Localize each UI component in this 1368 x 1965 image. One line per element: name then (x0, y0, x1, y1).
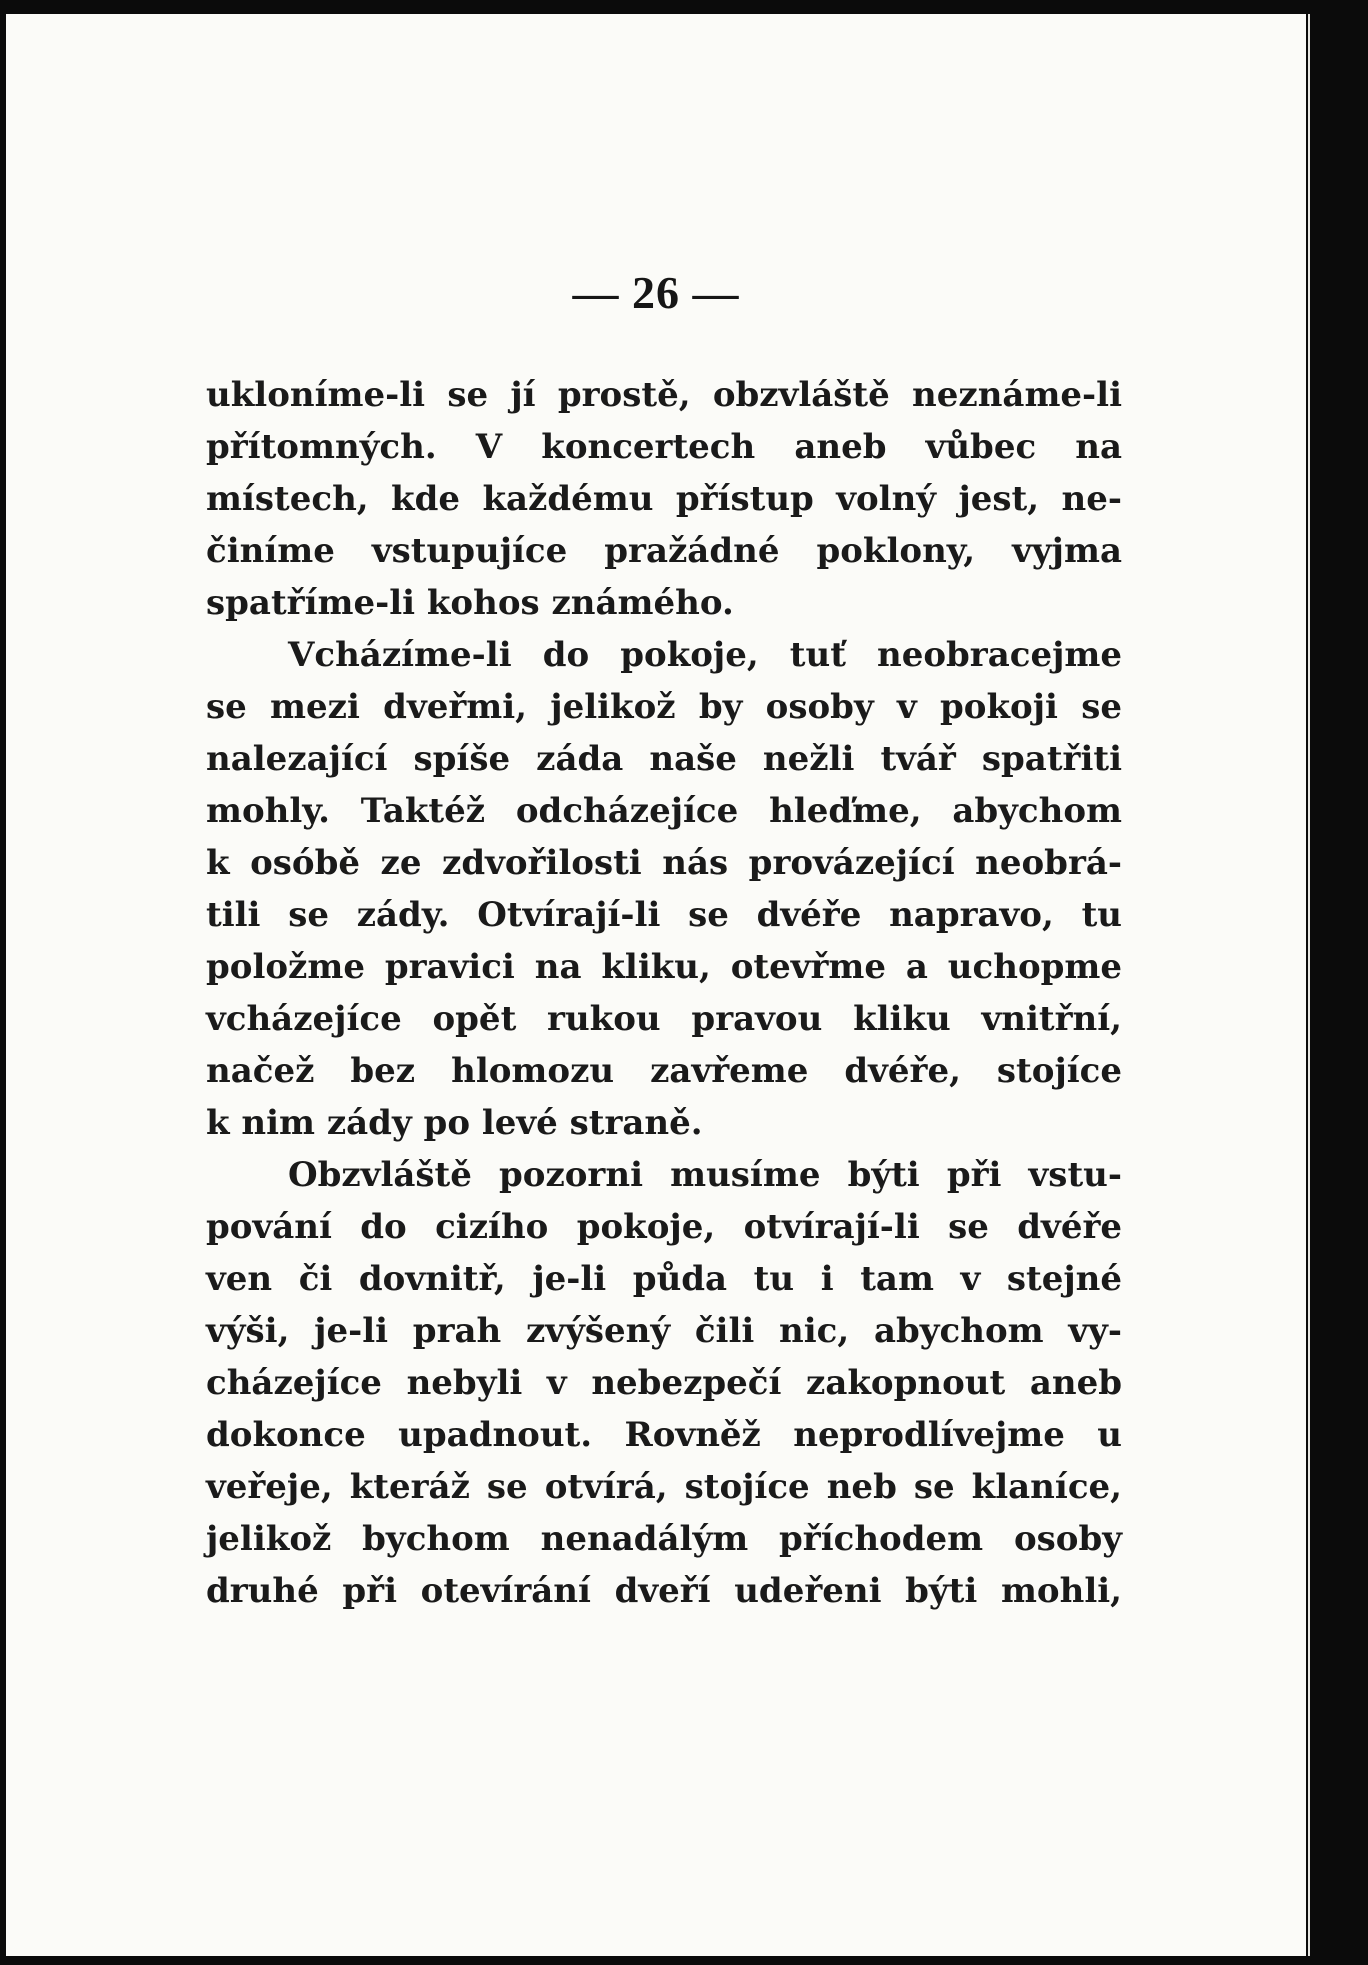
page-edge (1308, 14, 1310, 1956)
text-line: činíme vstupujíce pražádné poklony, vyjma (206, 531, 1122, 571)
text-line: k nim zády po levé straně. (206, 1103, 703, 1143)
text-line: pování do cizího pokoje, otvírají-li se dvéře (206, 1207, 1122, 1247)
text-line: k osóbě ze zdvořilosti nás provázející neobrá- (206, 843, 1122, 883)
text-line: výši, je-li prah zvýšený čili nic, abychom vy- (206, 1311, 1122, 1351)
text-line: se mezi dveřmi, jelikož by osoby v pokoji se (206, 687, 1122, 727)
text-line: načež bez hlomozu zavřeme dvéře, stojíce (206, 1051, 1122, 1091)
text-line: položme pravici na kliku, otevřme a uchopme (206, 947, 1122, 987)
text-line: spatříme-li kohos známého. (206, 583, 734, 623)
text-line: místech, kde každému přístup volný jest, ne- (206, 479, 1122, 519)
text-line: veřeje, kteráž se otvírá, stojíce neb se klaníce, (206, 1467, 1122, 1507)
text-line: přítomných. V koncertech aneb vůbec na (206, 427, 1122, 467)
text-line: cházejíce nebyli v nebezpečí zakopnout aneb (206, 1363, 1122, 1403)
text-line: mohly. Taktéž odcházejíce hleďme, abychom (206, 791, 1122, 831)
text-line: Vcházíme-li do pokoje, tuť neobracejme (288, 635, 1122, 675)
body-text (206, 369, 1122, 1617)
text-line: ukloníme-li se jí prostě, obzvláště neznáme-li (206, 375, 1122, 415)
text-line: jelikož bychom nenadálým příchodem osoby (206, 1519, 1122, 1559)
text-line: dokonce upadnout. Rovněž neprodlívejme u (206, 1415, 1122, 1455)
text-line: druhé při otevírání dveří udeřeni býti mohli, (206, 1571, 1122, 1611)
text-line: Obzvláště pozorni musíme býti při vstu- (288, 1155, 1122, 1195)
text-line: nalezající spíše záda naše nežli tvář spatřiti (206, 739, 1122, 779)
text-line: tili se zády. Otvírají-li se dvéře napravo, tu (206, 895, 1122, 935)
page-sheet (6, 14, 1306, 1956)
text-line: vcházejíce opět rukou pravou kliku vnitřní, (206, 999, 1122, 1039)
page-number: — 26 — (572, 267, 740, 318)
text-line: ven či dovnitř, je-li půda tu i tam v stejné (206, 1259, 1122, 1299)
